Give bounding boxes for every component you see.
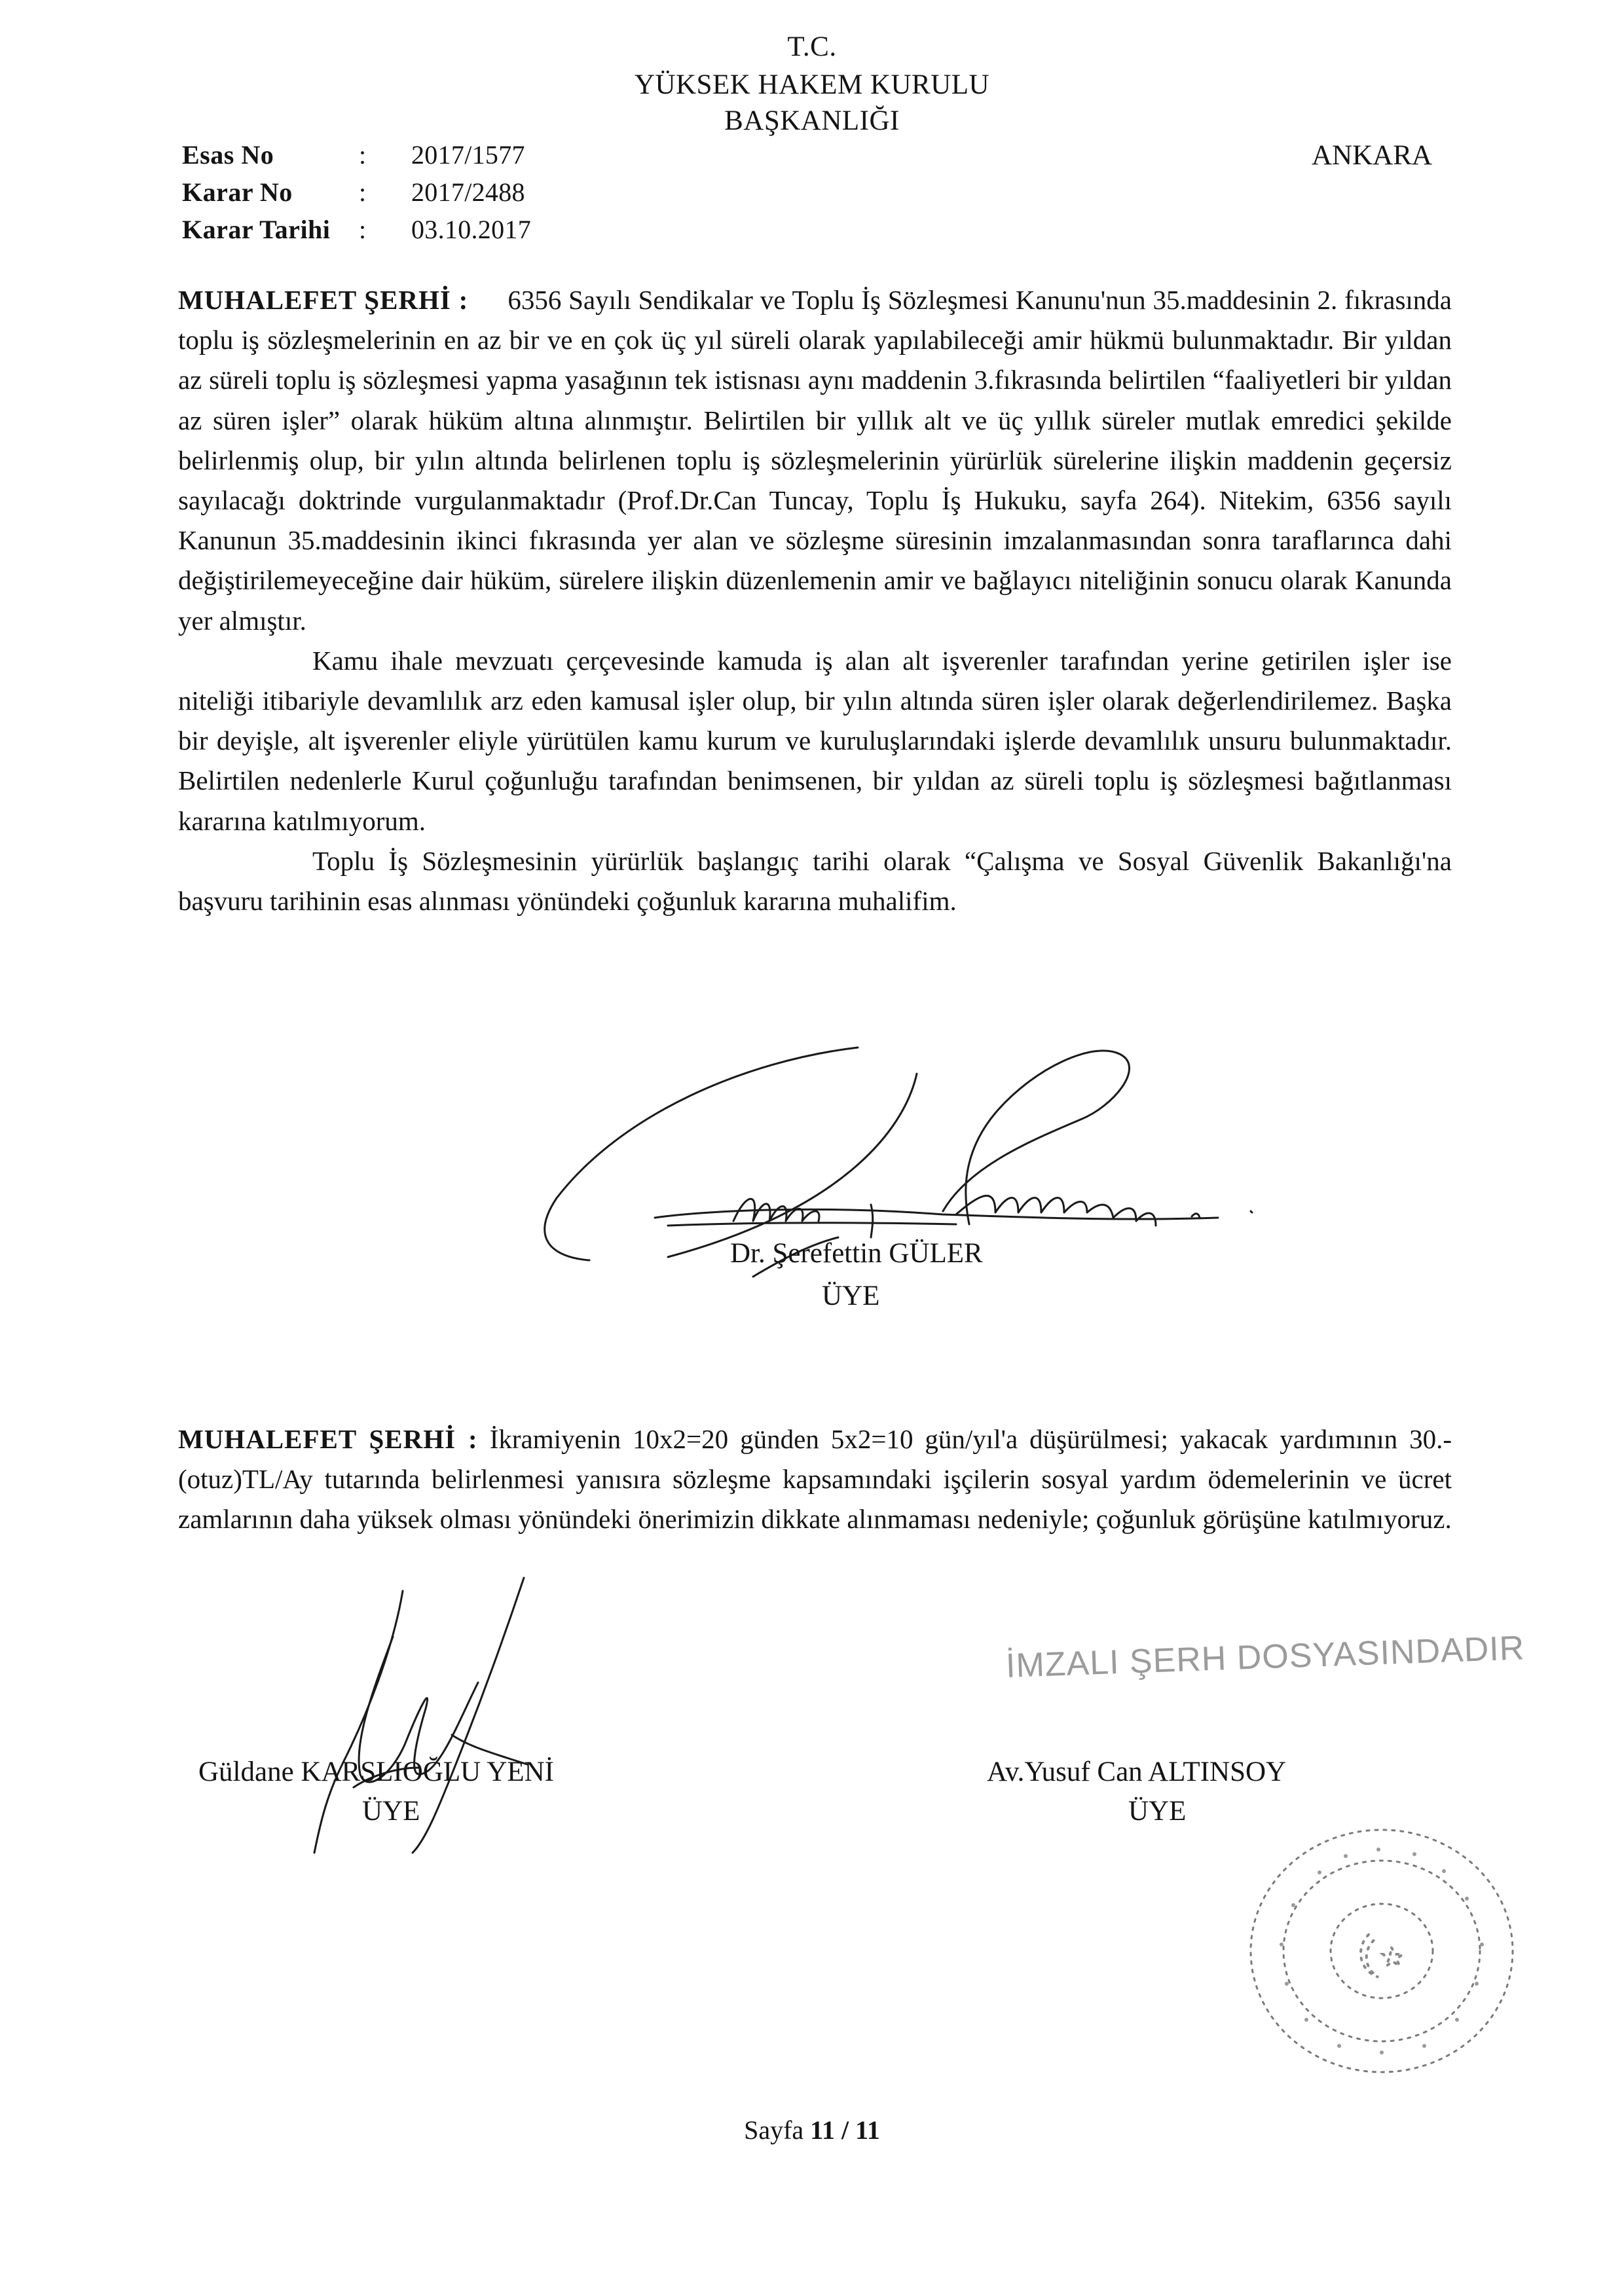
signer-guler-name: Dr. Şerefettin GÜLER [730,1238,983,1269]
signed-dissent-stamp: İMZALI ŞERH DOSYASINDADIR [1005,1629,1526,1685]
meta-label: Karar No [182,177,293,207]
page-number-prefix: Sayfa [744,2115,804,2145]
header-line-presidency: BAŞKANLIĞI [724,105,900,136]
dissent-1-paragraph-1-text: 6356 Sayılı Sendikalar ve Toplu İş Sözleşmesi Kanunu'nun 35.maddesinin 2. fıkrasında toplu iş sözleşmelerinin en az bir ve en çok üç yıl süreli olarak yapılabileceği amir hükmü bulunmaktadır. Bir yıldan az süreli toplu iş sözleşmesi yapma yasağının tek istisnası aynı maddenin 3.fıkrasında belirtilen “faaliyetleri bir yıldan az süren işler” olarak hüküm altına alınmıştır. Belirtilen bir yıllık alt ve üç yıllık süreler mutlak emredici şekilde belirlenmiş olup, bir yılın altında belirlenen toplu iş sözleşmelerinin yürürlük sürelerine ilişkin maddenin geçersiz sayılacağı doktrinde vurgulanmaktadır (Prof.Dr.Can Tuncay, Toplu İş Hukuku, sayfa 264). Nitekim, 6356 sayılı Kanunun 35.maddesinin ikinci fıkrasında yer alan ve sözleşme süresinin imzalanmasından sonra taraflarınca dahi değiştirilemeyeceğine dair hüküm, sürelere ilişkin düzenlemenin amir ve bağlayıcı niteliğinin sonucu olarak Kanunda yer almıştır. [178,285,1452,636]
signer-altinsoy-name: Av.Yusuf Can ALTINSOY [987,1757,1287,1787]
city-label: ANKARA [1312,140,1432,171]
page-number [0,2115,1624,2145]
dissent-1-paragraph-3: Toplu İş Sözleşmesinin yürürlük başlangıç tarihi olarak “Çalışma ve Sosyal Güvenlik Bakanlığı'na başvuru tarihinin esas alınması yönündeki çoğunluk kararına muhalifim. [178,845,1452,917]
meta-colon: : [359,177,367,207]
dissent-1-paragraph-2: Kamu ihale mevzuatı çerçevesinde kamuda iş alan alt işverenler tarafından yerine getirilen işler ise niteliği itibariyle devamlılık arz eden kamusal işler olup, bir yılın altında süren işler olarak değerlendirilemez. Başka bir deyişle, alt işverenler eliyle yürütülen kamu kurum ve kuruluşlarındaki işlerde devamlılık unsuru bulunmaktadır. Belirtilen nedenlerle Kurul çoğunluğu tarafından benimsenen, bir yıldan az süreli toplu iş sözleşmesi bağıtlanması kararına katılmıyorum. [178,645,1452,836]
signer-karslioglu-role: ÜYE [362,1796,420,1827]
dissent-1-body [178,280,1452,921]
signer-guler-role: ÜYE [822,1281,880,1311]
meta-colon: : [359,215,367,244]
page-number-separator: / [841,2115,849,2145]
meta-label: Karar Tarihi [182,215,331,244]
page-number-current: 11 [810,2115,835,2145]
dissent-2-text: İkramiyenin 10x2=20 günden 5x2=10 gün/yıl'a düşürülmesi; yakacak yardımının 30.-(otuz)TL/Ay tutarında belirlenmesi yanısıra sözleşme kapsamındaki işçilerin sosyal yardım ödemelerinin ve ücret zamlarının daha yüksek olması yönündeki önerimizin dikkate alınmaması nedeniyle; çoğunluk görüşüne katılmıyoruz. [178,1424,1452,1535]
dissent-1-label: MUHALEFET ŞERHİ : [178,285,469,315]
dissent-1-paragraph-1 [178,280,1452,641]
meta-value: 03.10.2017 [411,215,531,244]
header-line-institution: YÜKSEK HAKEM KURULU [634,69,990,100]
meta-value: 2017/1577 [411,140,525,170]
meta-row-esas [182,139,531,177]
signer-altinsoy-role: ÜYE [1128,1796,1187,1827]
dissent-2-body [178,1419,1452,1540]
meta-value: 2017/2488 [411,177,525,207]
meta-label: Esas No [182,140,274,170]
page-number-total: 11 [855,2115,880,2145]
meta-row-karar [182,177,531,214]
meta-colon: : [359,140,367,170]
meta-row-karar-tarihi [182,214,531,251]
signer-karslioglu-name: Güldane KARSLIOĞLU YENİ [198,1757,554,1787]
dissent-2-paragraph [178,1419,1452,1540]
signature-karslioglu [288,1578,563,1859]
dissent-2-label: MUHALEFET ŞERHİ : [178,1424,478,1454]
official-seal [1241,1820,1522,2082]
header-line-tc: T.C. [787,31,837,62]
case-meta [182,139,531,251]
